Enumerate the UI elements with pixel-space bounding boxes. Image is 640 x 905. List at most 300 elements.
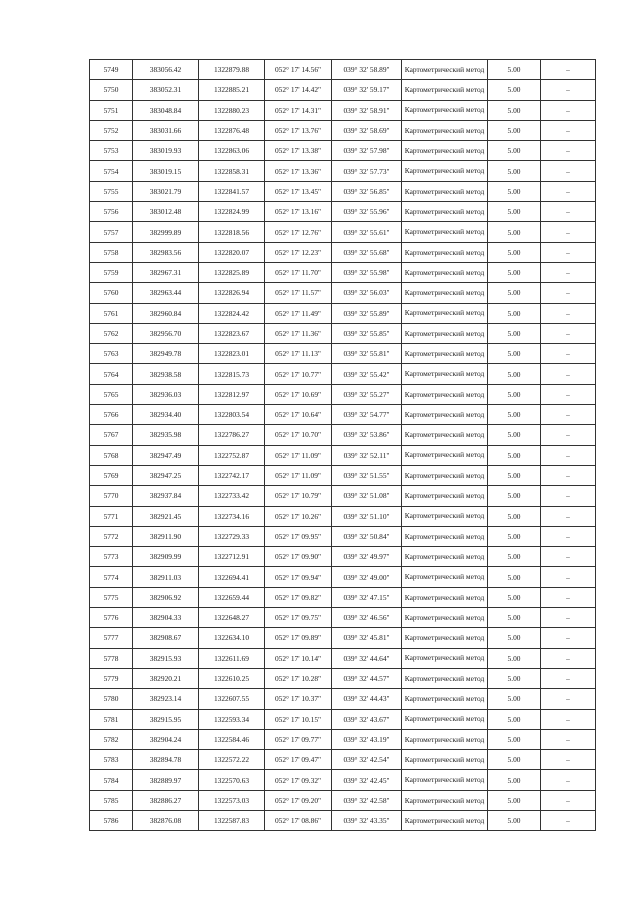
point-number-cell: 5770 xyxy=(90,486,133,506)
table-row xyxy=(90,526,596,546)
method-cell: Картометрический метод xyxy=(402,405,488,425)
tolerance-cell: 5.00 xyxy=(488,242,541,262)
longitude-cell: 039° 32' 59.17" xyxy=(332,80,402,100)
table-row xyxy=(90,486,596,506)
latitude-cell: 052° 17' 09.90" xyxy=(265,547,332,567)
point-number-cell: 5758 xyxy=(90,242,133,262)
latitude-cell: 052° 17' 10.70" xyxy=(265,425,332,445)
x-coordinate-cell: 382909.99 xyxy=(133,547,199,567)
table-row xyxy=(90,141,596,161)
latitude-cell: 052° 17' 10.64" xyxy=(265,405,332,425)
latitude-cell: 052° 17' 11.36" xyxy=(265,323,332,343)
tolerance-cell: 5.00 xyxy=(488,364,541,384)
longitude-cell: 039° 32' 42.45" xyxy=(332,770,402,790)
tolerance-cell: 5.00 xyxy=(488,486,541,506)
x-coordinate-cell: 382935.98 xyxy=(133,425,199,445)
placeholder-cell: – xyxy=(541,222,596,242)
placeholder-cell: – xyxy=(541,60,596,80)
latitude-cell: 052° 17' 09.75" xyxy=(265,608,332,628)
table-row xyxy=(90,161,596,181)
table-row xyxy=(90,344,596,364)
point-number-cell: 5777 xyxy=(90,628,133,648)
method-cell: Картометрический метод xyxy=(402,384,488,404)
table-row xyxy=(90,425,596,445)
x-coordinate-cell: 382889.97 xyxy=(133,770,199,790)
y-coordinate-cell: 1322593.34 xyxy=(199,709,265,729)
method-cell: Картометрический метод xyxy=(402,506,488,526)
y-coordinate-cell: 1322610.25 xyxy=(199,668,265,688)
y-coordinate-cell: 1322858.31 xyxy=(199,161,265,181)
y-coordinate-cell: 1322570.63 xyxy=(199,770,265,790)
tolerance-cell: 5.00 xyxy=(488,344,541,364)
tolerance-cell: 5.00 xyxy=(488,810,541,830)
point-number-cell: 5781 xyxy=(90,709,133,729)
placeholder-cell: – xyxy=(541,810,596,830)
longitude-cell: 039° 32' 55.96" xyxy=(332,202,402,222)
x-coordinate-cell: 382960.84 xyxy=(133,303,199,323)
placeholder-cell: – xyxy=(541,445,596,465)
tolerance-cell: 5.00 xyxy=(488,547,541,567)
longitude-cell: 039° 32' 55.81" xyxy=(332,344,402,364)
method-cell: Картометрический метод xyxy=(402,283,488,303)
point-number-cell: 5767 xyxy=(90,425,133,445)
placeholder-cell: – xyxy=(541,587,596,607)
latitude-cell: 052° 17' 11.57" xyxy=(265,283,332,303)
longitude-cell: 039° 32' 58.91" xyxy=(332,100,402,120)
point-number-cell: 5782 xyxy=(90,729,133,749)
table-row xyxy=(90,810,596,830)
point-number-cell: 5786 xyxy=(90,810,133,830)
table-row xyxy=(90,729,596,749)
method-cell: Картометрический метод xyxy=(402,810,488,830)
table-row xyxy=(90,405,596,425)
table-row xyxy=(90,709,596,729)
latitude-cell: 052° 17' 12.23" xyxy=(265,242,332,262)
x-coordinate-cell: 382904.24 xyxy=(133,729,199,749)
longitude-cell: 039° 32' 43.35" xyxy=(332,810,402,830)
method-cell: Картометрический метод xyxy=(402,486,488,506)
latitude-cell: 052° 17' 14.42" xyxy=(265,80,332,100)
method-cell: Картометрический метод xyxy=(402,141,488,161)
table-row xyxy=(90,689,596,709)
longitude-cell: 039° 32' 53.86" xyxy=(332,425,402,445)
placeholder-cell: – xyxy=(541,770,596,790)
method-cell: Картометрический метод xyxy=(402,567,488,587)
x-coordinate-cell: 382937.84 xyxy=(133,486,199,506)
point-number-cell: 5759 xyxy=(90,262,133,282)
tolerance-cell: 5.00 xyxy=(488,303,541,323)
placeholder-cell: – xyxy=(541,465,596,485)
table-row xyxy=(90,465,596,485)
tolerance-cell: 5.00 xyxy=(488,141,541,161)
point-number-cell: 5756 xyxy=(90,202,133,222)
longitude-cell: 039° 32' 49.00" xyxy=(332,567,402,587)
longitude-cell: 039° 32' 42.54" xyxy=(332,750,402,770)
method-cell: Картометрический метод xyxy=(402,222,488,242)
latitude-cell: 052° 17' 14.56" xyxy=(265,60,332,80)
latitude-cell: 052° 17' 13.16" xyxy=(265,202,332,222)
placeholder-cell: – xyxy=(541,790,596,810)
method-cell: Картометрический метод xyxy=(402,120,488,140)
longitude-cell: 039° 32' 55.85" xyxy=(332,323,402,343)
longitude-cell: 039° 32' 44.64" xyxy=(332,648,402,668)
x-coordinate-cell: 383012.48 xyxy=(133,202,199,222)
placeholder-cell: – xyxy=(541,202,596,222)
latitude-cell: 052° 17' 09.89" xyxy=(265,628,332,648)
longitude-cell: 039° 32' 58.89" xyxy=(332,60,402,80)
table-row xyxy=(90,648,596,668)
method-cell: Картометрический метод xyxy=(402,262,488,282)
tolerance-cell: 5.00 xyxy=(488,465,541,485)
method-cell: Картометрический метод xyxy=(402,181,488,201)
table-row xyxy=(90,323,596,343)
method-cell: Картометрический метод xyxy=(402,425,488,445)
latitude-cell: 052° 17' 11.49" xyxy=(265,303,332,323)
placeholder-cell: – xyxy=(541,80,596,100)
x-coordinate-cell: 383048.84 xyxy=(133,100,199,120)
placeholder-cell: – xyxy=(541,181,596,201)
y-coordinate-cell: 1322824.42 xyxy=(199,303,265,323)
y-coordinate-cell: 1322734.16 xyxy=(199,506,265,526)
tolerance-cell: 5.00 xyxy=(488,587,541,607)
longitude-cell: 039° 32' 51.10" xyxy=(332,506,402,526)
longitude-cell: 039° 32' 55.89" xyxy=(332,303,402,323)
latitude-cell: 052° 17' 08.86" xyxy=(265,810,332,830)
point-number-cell: 5765 xyxy=(90,384,133,404)
longitude-cell: 039° 32' 57.73" xyxy=(332,161,402,181)
table-row xyxy=(90,668,596,688)
y-coordinate-cell: 1322729.33 xyxy=(199,526,265,546)
latitude-cell: 052° 17' 13.36" xyxy=(265,161,332,181)
tolerance-cell: 5.00 xyxy=(488,608,541,628)
method-cell: Картометрический метод xyxy=(402,303,488,323)
table-row xyxy=(90,202,596,222)
point-number-cell: 5752 xyxy=(90,120,133,140)
y-coordinate-cell: 1322573.03 xyxy=(199,790,265,810)
y-coordinate-cell: 1322824.99 xyxy=(199,202,265,222)
longitude-cell: 039° 32' 42.58" xyxy=(332,790,402,810)
x-coordinate-cell: 383056.42 xyxy=(133,60,199,80)
method-cell: Картометрический метод xyxy=(402,729,488,749)
placeholder-cell: – xyxy=(541,364,596,384)
table-row xyxy=(90,120,596,140)
tolerance-cell: 5.00 xyxy=(488,384,541,404)
x-coordinate-cell: 382983.56 xyxy=(133,242,199,262)
longitude-cell: 039° 32' 45.81" xyxy=(332,628,402,648)
placeholder-cell: – xyxy=(541,567,596,587)
point-number-cell: 5769 xyxy=(90,465,133,485)
point-number-cell: 5785 xyxy=(90,790,133,810)
y-coordinate-cell: 1322712.91 xyxy=(199,547,265,567)
placeholder-cell: – xyxy=(541,242,596,262)
method-cell: Картометрический метод xyxy=(402,465,488,485)
x-coordinate-cell: 382967.31 xyxy=(133,262,199,282)
placeholder-cell: – xyxy=(541,384,596,404)
method-cell: Картометрический метод xyxy=(402,100,488,120)
x-coordinate-cell: 383052.31 xyxy=(133,80,199,100)
y-coordinate-cell: 1322863.06 xyxy=(199,141,265,161)
x-coordinate-cell: 382908.67 xyxy=(133,628,199,648)
table-row xyxy=(90,587,596,607)
table-row xyxy=(90,100,596,120)
point-number-cell: 5760 xyxy=(90,283,133,303)
y-coordinate-cell: 1322572.22 xyxy=(199,750,265,770)
point-number-cell: 5757 xyxy=(90,222,133,242)
latitude-cell: 052° 17' 11.09" xyxy=(265,465,332,485)
point-number-cell: 5779 xyxy=(90,668,133,688)
table-row xyxy=(90,181,596,201)
tolerance-cell: 5.00 xyxy=(488,202,541,222)
table-row xyxy=(90,303,596,323)
longitude-cell: 039° 32' 55.98" xyxy=(332,262,402,282)
table-row xyxy=(90,770,596,790)
y-coordinate-cell: 1322659.44 xyxy=(199,587,265,607)
table-row xyxy=(90,283,596,303)
tolerance-cell: 5.00 xyxy=(488,120,541,140)
table-body xyxy=(90,60,596,831)
method-cell: Картометрический метод xyxy=(402,709,488,729)
table-row xyxy=(90,222,596,242)
placeholder-cell: – xyxy=(541,608,596,628)
placeholder-cell: – xyxy=(541,506,596,526)
x-coordinate-cell: 382949.78 xyxy=(133,344,199,364)
tolerance-cell: 5.00 xyxy=(488,668,541,688)
placeholder-cell: – xyxy=(541,120,596,140)
latitude-cell: 052° 17' 09.20" xyxy=(265,790,332,810)
tolerance-cell: 5.00 xyxy=(488,425,541,445)
point-number-cell: 5766 xyxy=(90,405,133,425)
y-coordinate-cell: 1322815.73 xyxy=(199,364,265,384)
method-cell: Картометрический метод xyxy=(402,668,488,688)
tolerance-cell: 5.00 xyxy=(488,689,541,709)
latitude-cell: 052° 17' 13.76" xyxy=(265,120,332,140)
point-number-cell: 5774 xyxy=(90,567,133,587)
x-coordinate-cell: 383019.15 xyxy=(133,161,199,181)
placeholder-cell: – xyxy=(541,628,596,648)
y-coordinate-cell: 1322742.17 xyxy=(199,465,265,485)
table-row xyxy=(90,364,596,384)
y-coordinate-cell: 1322876.48 xyxy=(199,120,265,140)
longitude-cell: 039° 32' 43.19" xyxy=(332,729,402,749)
method-cell: Картометрический метод xyxy=(402,648,488,668)
table-row xyxy=(90,547,596,567)
tolerance-cell: 5.00 xyxy=(488,60,541,80)
point-number-cell: 5761 xyxy=(90,303,133,323)
placeholder-cell: – xyxy=(541,729,596,749)
placeholder-cell: – xyxy=(541,141,596,161)
y-coordinate-cell: 1322584.46 xyxy=(199,729,265,749)
x-coordinate-cell: 382915.95 xyxy=(133,709,199,729)
placeholder-cell: – xyxy=(541,668,596,688)
longitude-cell: 039° 32' 43.67" xyxy=(332,709,402,729)
y-coordinate-cell: 1322634.10 xyxy=(199,628,265,648)
x-coordinate-cell: 383019.93 xyxy=(133,141,199,161)
placeholder-cell: – xyxy=(541,344,596,364)
method-cell: Картометрический метод xyxy=(402,323,488,343)
point-number-cell: 5775 xyxy=(90,587,133,607)
method-cell: Картометрический метод xyxy=(402,587,488,607)
latitude-cell: 052° 17' 11.70" xyxy=(265,262,332,282)
table-row xyxy=(90,262,596,282)
latitude-cell: 052° 17' 09.32" xyxy=(265,770,332,790)
y-coordinate-cell: 1322786.27 xyxy=(199,425,265,445)
method-cell: Картометрический метод xyxy=(402,344,488,364)
table-row xyxy=(90,80,596,100)
point-number-cell: 5763 xyxy=(90,344,133,364)
x-coordinate-cell: 382921.45 xyxy=(133,506,199,526)
y-coordinate-cell: 1322818.56 xyxy=(199,222,265,242)
point-number-cell: 5780 xyxy=(90,689,133,709)
tolerance-cell: 5.00 xyxy=(488,729,541,749)
placeholder-cell: – xyxy=(541,262,596,282)
longitude-cell: 039° 32' 49.97" xyxy=(332,547,402,567)
x-coordinate-cell: 382999.89 xyxy=(133,222,199,242)
x-coordinate-cell: 382947.25 xyxy=(133,465,199,485)
table-row xyxy=(90,750,596,770)
latitude-cell: 052° 17' 09.77" xyxy=(265,729,332,749)
tolerance-cell: 5.00 xyxy=(488,750,541,770)
method-cell: Картометрический метод xyxy=(402,202,488,222)
tolerance-cell: 5.00 xyxy=(488,770,541,790)
method-cell: Картометрический метод xyxy=(402,60,488,80)
method-cell: Картометрический метод xyxy=(402,790,488,810)
latitude-cell: 052° 17' 11.13" xyxy=(265,344,332,364)
latitude-cell: 052° 17' 12.76" xyxy=(265,222,332,242)
tolerance-cell: 5.00 xyxy=(488,222,541,242)
x-coordinate-cell: 382906.92 xyxy=(133,587,199,607)
latitude-cell: 052° 17' 10.69" xyxy=(265,384,332,404)
tolerance-cell: 5.00 xyxy=(488,445,541,465)
method-cell: Картометрический метод xyxy=(402,364,488,384)
method-cell: Картометрический метод xyxy=(402,689,488,709)
longitude-cell: 039° 32' 57.98" xyxy=(332,141,402,161)
method-cell: Картометрический метод xyxy=(402,628,488,648)
latitude-cell: 052° 17' 14.31" xyxy=(265,100,332,120)
y-coordinate-cell: 1322841.57 xyxy=(199,181,265,201)
x-coordinate-cell: 382947.49 xyxy=(133,445,199,465)
longitude-cell: 039° 32' 56.85" xyxy=(332,181,402,201)
y-coordinate-cell: 1322812.97 xyxy=(199,384,265,404)
method-cell: Картометрический метод xyxy=(402,161,488,181)
placeholder-cell: – xyxy=(541,648,596,668)
longitude-cell: 039° 32' 55.61" xyxy=(332,222,402,242)
latitude-cell: 052° 17' 11.09" xyxy=(265,445,332,465)
placeholder-cell: – xyxy=(541,161,596,181)
latitude-cell: 052° 17' 09.95" xyxy=(265,526,332,546)
point-number-cell: 5768 xyxy=(90,445,133,465)
placeholder-cell: – xyxy=(541,526,596,546)
y-coordinate-cell: 1322826.94 xyxy=(199,283,265,303)
point-number-cell: 5755 xyxy=(90,181,133,201)
latitude-cell: 052° 17' 09.47" xyxy=(265,750,332,770)
point-number-cell: 5754 xyxy=(90,161,133,181)
longitude-cell: 039° 32' 55.68" xyxy=(332,242,402,262)
x-coordinate-cell: 382923.14 xyxy=(133,689,199,709)
x-coordinate-cell: 382911.03 xyxy=(133,567,199,587)
table-row xyxy=(90,242,596,262)
tolerance-cell: 5.00 xyxy=(488,283,541,303)
longitude-cell: 039° 32' 56.03" xyxy=(332,283,402,303)
y-coordinate-cell: 1322825.89 xyxy=(199,262,265,282)
placeholder-cell: – xyxy=(541,547,596,567)
longitude-cell: 039° 32' 58.69" xyxy=(332,120,402,140)
x-coordinate-cell: 383021.79 xyxy=(133,181,199,201)
placeholder-cell: – xyxy=(541,425,596,445)
tolerance-cell: 5.00 xyxy=(488,161,541,181)
tolerance-cell: 5.00 xyxy=(488,648,541,668)
x-coordinate-cell: 382894.78 xyxy=(133,750,199,770)
longitude-cell: 039° 32' 51.55" xyxy=(332,465,402,485)
method-cell: Картометрический метод xyxy=(402,526,488,546)
coordinates-table-container xyxy=(89,59,595,831)
method-cell: Картометрический метод xyxy=(402,770,488,790)
y-coordinate-cell: 1322607.55 xyxy=(199,689,265,709)
method-cell: Картометрический метод xyxy=(402,242,488,262)
x-coordinate-cell: 382904.33 xyxy=(133,608,199,628)
tolerance-cell: 5.00 xyxy=(488,262,541,282)
x-coordinate-cell: 382886.27 xyxy=(133,790,199,810)
point-number-cell: 5778 xyxy=(90,648,133,668)
x-coordinate-cell: 383031.66 xyxy=(133,120,199,140)
latitude-cell: 052° 17' 13.38" xyxy=(265,141,332,161)
latitude-cell: 052° 17' 13.45" xyxy=(265,181,332,201)
point-number-cell: 5753 xyxy=(90,141,133,161)
tolerance-cell: 5.00 xyxy=(488,405,541,425)
longitude-cell: 039° 32' 50.84" xyxy=(332,526,402,546)
table-row xyxy=(90,445,596,465)
point-number-cell: 5784 xyxy=(90,770,133,790)
longitude-cell: 039° 32' 44.43" xyxy=(332,689,402,709)
placeholder-cell: – xyxy=(541,486,596,506)
x-coordinate-cell: 382963.44 xyxy=(133,283,199,303)
latitude-cell: 052° 17' 10.14" xyxy=(265,648,332,668)
table-row xyxy=(90,790,596,810)
latitude-cell: 052° 17' 10.26" xyxy=(265,506,332,526)
latitude-cell: 052° 17' 10.15" xyxy=(265,709,332,729)
method-cell: Картометрический метод xyxy=(402,445,488,465)
point-number-cell: 5771 xyxy=(90,506,133,526)
y-coordinate-cell: 1322648.27 xyxy=(199,608,265,628)
point-number-cell: 5776 xyxy=(90,608,133,628)
tolerance-cell: 5.00 xyxy=(488,628,541,648)
y-coordinate-cell: 1322823.67 xyxy=(199,323,265,343)
tolerance-cell: 5.00 xyxy=(488,80,541,100)
x-coordinate-cell: 382920.21 xyxy=(133,668,199,688)
coordinates-table xyxy=(89,59,596,831)
tolerance-cell: 5.00 xyxy=(488,181,541,201)
latitude-cell: 052° 17' 09.82" xyxy=(265,587,332,607)
placeholder-cell: – xyxy=(541,709,596,729)
point-number-cell: 5762 xyxy=(90,323,133,343)
table-row xyxy=(90,608,596,628)
y-coordinate-cell: 1322803.54 xyxy=(199,405,265,425)
y-coordinate-cell: 1322885.21 xyxy=(199,80,265,100)
x-coordinate-cell: 382876.08 xyxy=(133,810,199,830)
y-coordinate-cell: 1322611.69 xyxy=(199,648,265,668)
y-coordinate-cell: 1322880.23 xyxy=(199,100,265,120)
y-coordinate-cell: 1322752.87 xyxy=(199,445,265,465)
table-row xyxy=(90,567,596,587)
longitude-cell: 039° 32' 47.15" xyxy=(332,587,402,607)
y-coordinate-cell: 1322820.07 xyxy=(199,242,265,262)
x-coordinate-cell: 382915.93 xyxy=(133,648,199,668)
placeholder-cell: – xyxy=(541,283,596,303)
y-coordinate-cell: 1322879.88 xyxy=(199,60,265,80)
tolerance-cell: 5.00 xyxy=(488,323,541,343)
longitude-cell: 039° 32' 52.11" xyxy=(332,445,402,465)
point-number-cell: 5750 xyxy=(90,80,133,100)
placeholder-cell: – xyxy=(541,405,596,425)
